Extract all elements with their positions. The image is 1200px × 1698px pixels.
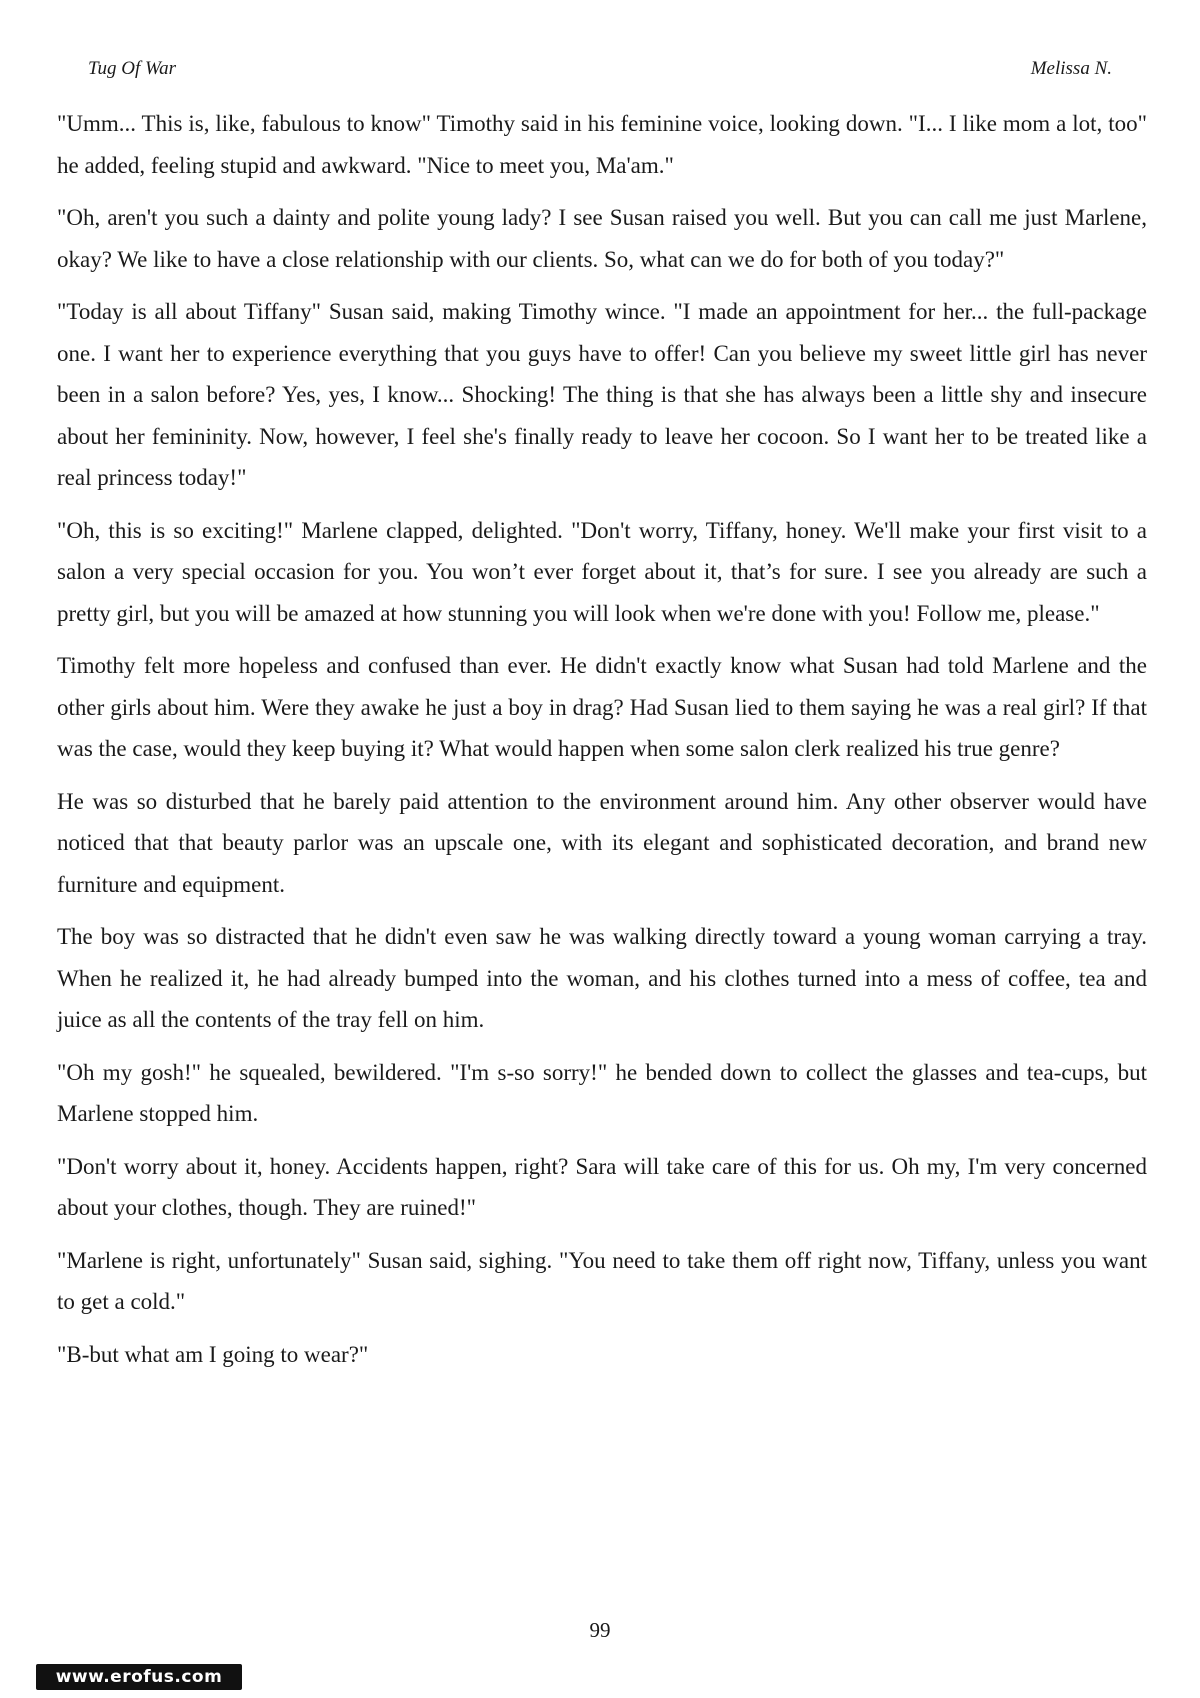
paragraph: "Marlene is right, unfortunately" Susan said, sighing. "You need to take them off right now, Tiffany, unless you want to get a cold." [57,1247,1147,1314]
paragraph: Timothy felt more hopeless and confused than ever. He didn't exactly know what Susan had told Marlene and the other girls about him. Were they awake he just a boy in drag? Had Susan lied to them saying he was a real girl? If that was the case, would they keep buying it? What would happen when some salon clerk realized his true genre? [57,653,1147,761]
paragraph: "Oh my gosh!" he squealed, bewildered. "I'm s-so sorry!" he bended down to collect the glasses and tea-cups, but Marlene stopped him. [57,1059,1147,1126]
paragraph: He was so disturbed that he barely paid attention to the environment around him. Any other observer would have noticed that that beauty parlor was an upscale one, with its elegant and sophisticated decoration, and brand new furniture and equipment. [57,788,1147,897]
page-body [57,103,1147,1386]
page-header [88,58,1112,88]
author-name: Melissa N. [1030,58,1112,79]
paragraph: "B-but what am I going to wear?" [57,1341,369,1367]
page-number: 99 [589,1618,611,1642]
paragraph: "Umm... This is, like, fabulous to know" Timothy said in his feminine voice, looking down. "I... I like mom a lot, too" he added, feeling stupid and awkward. "Nice to meet you, Ma'am." [57,111,1147,178]
watermark-logo: www.erofus.com [36,1664,242,1690]
paragraph: "Today is all about Tiffany" Susan said, making Timothy wince. "I made an appointment for her... the full-package one. I want her to experience everything that you guys have to offer! Can you believe my sweet little girl has never been in a salon before? Yes, yes, I know... Shocking! The thing is that she has always been a little shy and insecure about her femininity. Now, however, I feel she's finally ready to leave her cocoon. So I want her to be treated like a real princess today!" [57,299,1147,490]
paragraph: "Oh, aren't you such a dainty and polite young lady? I see Susan raised you well. But you can call me just Marlene, okay? We like to have a close relationship with our clients. So, what can we do for both of you today?" [57,205,1147,272]
paragraph: "Oh, this is so exciting!" Marlene clapped, delighted. "Don't worry, Tiffany, honey. We'll make your first visit to a salon a very special occasion for you. You won’t ever forget about it, that’s for sure. I see you already are such a pretty girl, but you will be amazed at how stunning you will look when we're done with you! Follow me, please." [57,517,1147,626]
paragraph: "Don't worry about it, honey. Accidents happen, right? Sara will take care of this for us. Oh my, I'm very concerned about your clothes, though. They are ruined!" [57,1153,1147,1220]
book-title: Tug Of War [88,58,176,79]
paragraph: The boy was so distracted that he didn't even saw he was walking directly toward a young woman carrying a tray. When he realized it, he had already bumped into the woman, and his clothes turned into a mess of coffee, tea and juice as all the contents of the tray fell on him. [57,924,1147,1032]
